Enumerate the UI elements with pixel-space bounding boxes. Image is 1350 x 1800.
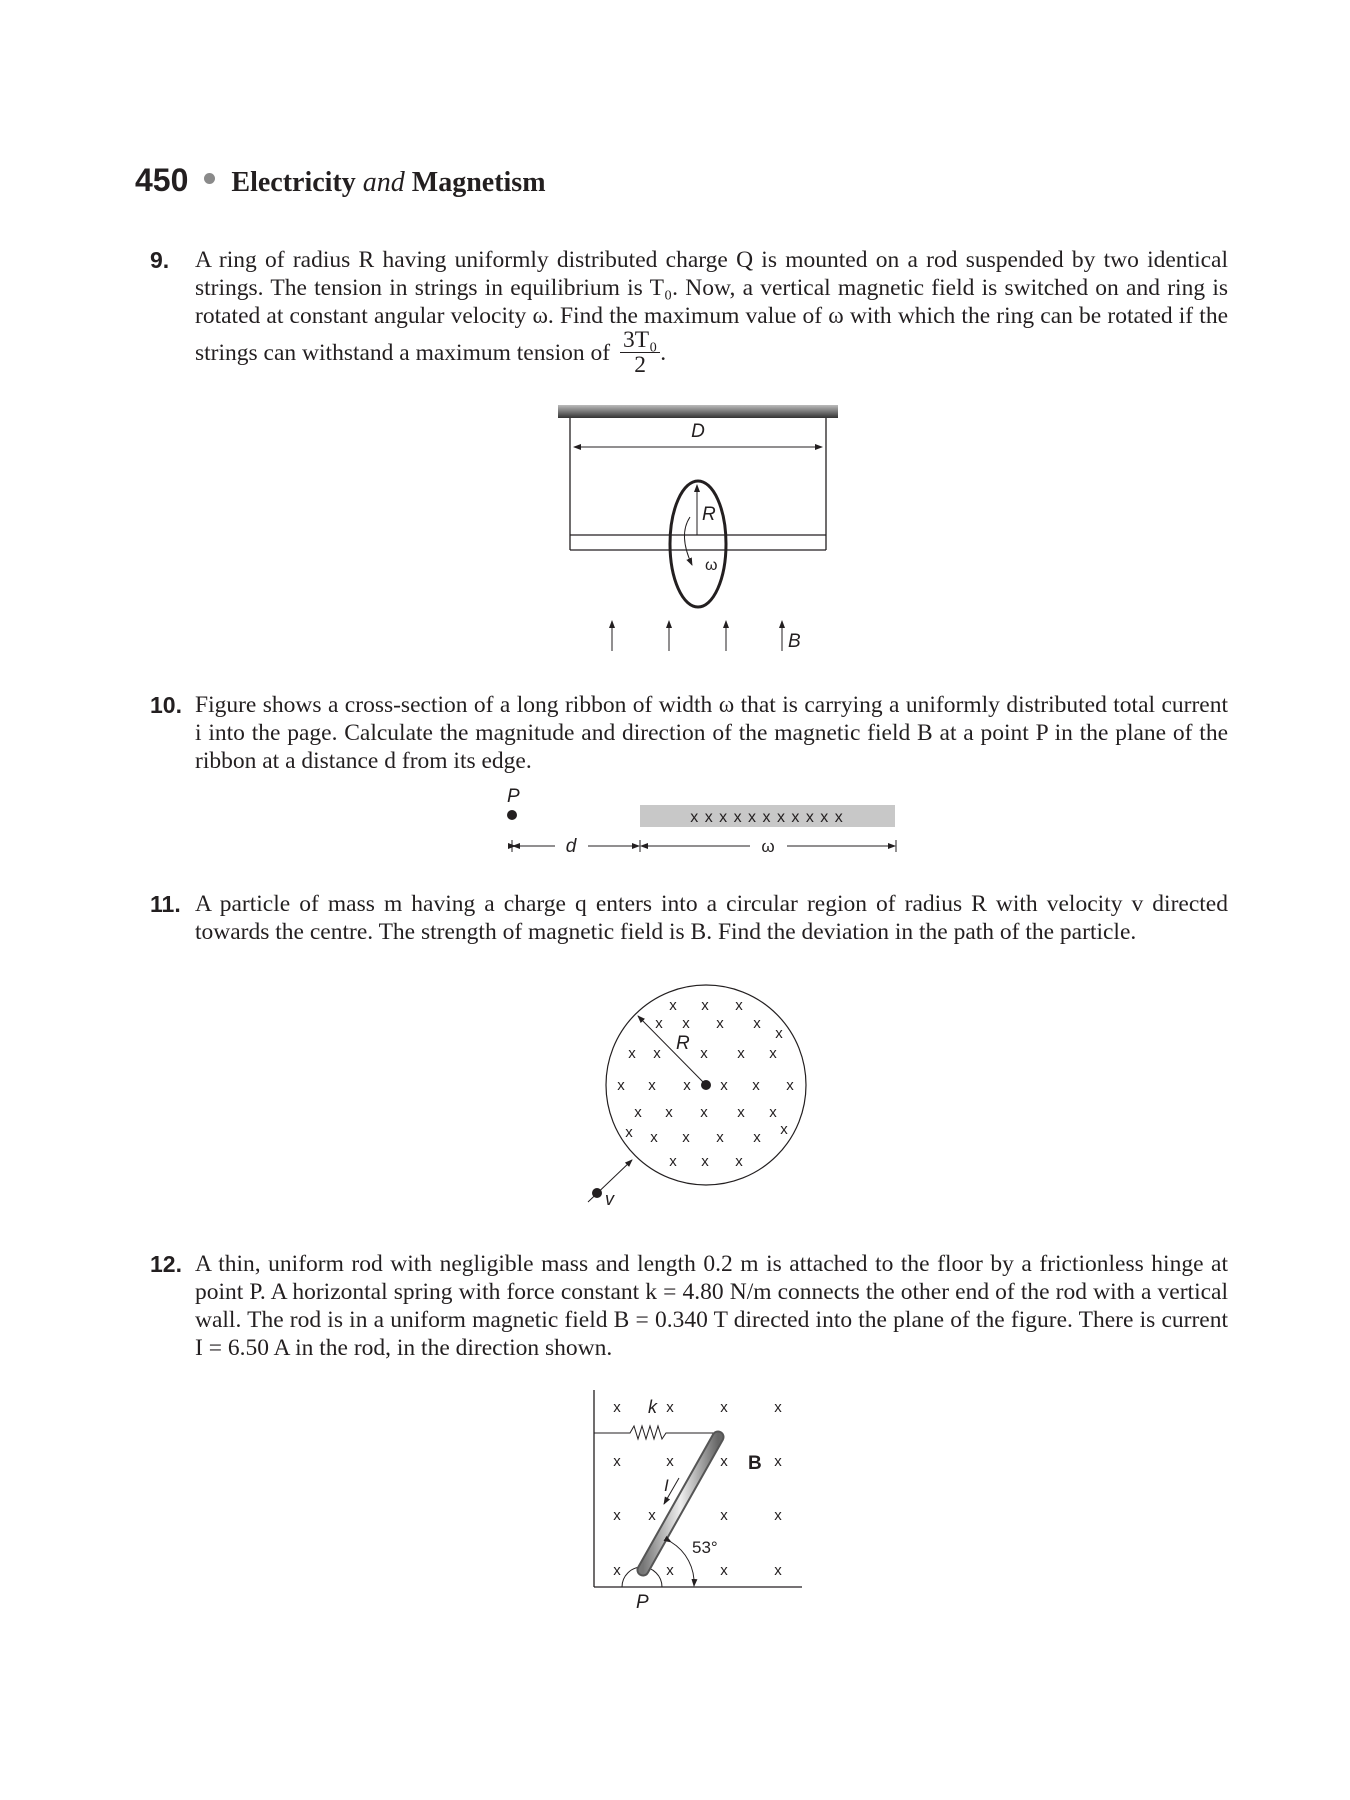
label-v: v: [605, 1189, 614, 1209]
question-text: A ring of radius R having uniformly distributed charge Q is mounted on a rod suspended by two identical strings. The tension in strings in equilibrium is T₀. Now, a vertical magnetic field is switched on and ring is rotated at constant angular velocity ω. Find the maximum value of ω with which the ring can be rotated if the strings can withstand a maximum tension of $\frac{\text{3T₀}}{2}$ .: [195, 247, 1228, 378]
label-R: R: [702, 504, 716, 525]
fraction: $\frac{\text{3T₀}}{2}$: [620, 328, 660, 377]
svg-text:x: x: [774, 1562, 782, 1579]
svg-text:x: x: [716, 1129, 724, 1146]
svg-text:x: x: [625, 1124, 633, 1141]
question-number: 11.: [150, 891, 181, 917]
svg-text:x: x: [720, 1453, 728, 1470]
bullet-separator: [204, 173, 215, 184]
question-number: 12.: [150, 1251, 182, 1277]
svg-text:x: x: [769, 1104, 777, 1121]
question-9: [150, 246, 1228, 379]
svg-text:x: x: [683, 1077, 691, 1094]
svg-text:x: x: [752, 1077, 760, 1094]
svg-text:x: x: [720, 1562, 728, 1579]
svg-text:x: x: [665, 1104, 673, 1121]
svg-text:x: x: [682, 1015, 690, 1032]
label-I: I: [664, 1476, 669, 1495]
svg-text:x: x: [617, 1077, 625, 1094]
figure-ring-on-rod: [550, 395, 850, 655]
chapter-title: Electricity and Magnetism: [231, 167, 546, 198]
svg-text:x: x: [628, 1045, 636, 1062]
svg-text:x: x: [613, 1562, 621, 1579]
svg-text:x: x: [650, 1129, 658, 1146]
svg-text:x: x: [716, 1015, 724, 1032]
svg-text:x: x: [753, 1015, 761, 1032]
svg-text:x: x: [720, 1399, 728, 1416]
label-B: B: [788, 631, 801, 652]
svg-text:x: x: [774, 1453, 782, 1470]
label-k: k: [648, 1397, 657, 1417]
svg-text:x: x: [700, 1104, 708, 1121]
svg-text:x: x: [774, 1507, 782, 1524]
label-omega: ω: [761, 837, 775, 856]
label-P: P: [507, 786, 520, 807]
svg-text:x: x: [701, 997, 709, 1014]
page-header: [135, 162, 546, 199]
question-number: 9.: [150, 247, 170, 273]
label-R: R: [676, 1033, 690, 1054]
question-text: A particle of mass m having a charge q enters into a circular region of radius R with velocity v directed towards the centre. The strength of magnetic field is B. Find the deviation in the path of the particle.: [195, 891, 1228, 945]
svg-text:x: x: [737, 1045, 745, 1062]
svg-text:x: x: [780, 1121, 788, 1138]
svg-text:x: x: [666, 1562, 674, 1579]
question-10: [150, 691, 1228, 775]
spring: [594, 1426, 720, 1439]
figure-rod-spring: [580, 1390, 820, 1620]
label-D: D: [691, 421, 705, 442]
svg-text:x: x: [774, 1399, 782, 1416]
label-omega: ω: [705, 557, 718, 574]
svg-text:x: x: [735, 1153, 743, 1170]
svg-text:x: x: [613, 1453, 621, 1470]
svg-text:x: x: [720, 1507, 728, 1524]
svg-text:x: x: [775, 1025, 783, 1042]
svg-text:x: x: [769, 1045, 777, 1062]
svg-text:x: x: [669, 1153, 677, 1170]
figure-circular-field: [580, 980, 840, 1220]
angle-arc: [671, 1542, 694, 1586]
svg-text:x: x: [720, 1077, 728, 1094]
svg-text:x: x: [655, 1015, 663, 1032]
page-number: 450: [135, 162, 189, 198]
point-P: [507, 810, 517, 820]
question-11: [150, 890, 1228, 946]
question-text: Figure shows a cross-section of a long ribbon of width ω that is carrying a uniformly distributed total current i into the page. Calculate the magnitude and direction of the magnetic field B at a point P in the plane of the ribbon at a distance d from its edge.: [195, 692, 1228, 774]
svg-text:x: x: [669, 997, 677, 1014]
svg-text:x: x: [786, 1077, 794, 1094]
ring: [670, 481, 726, 607]
svg-text:x: x: [648, 1077, 656, 1094]
label-angle: 53°: [692, 1538, 718, 1557]
ceiling: [558, 405, 838, 418]
svg-text:x: x: [700, 1045, 708, 1062]
svg-text:x: x: [613, 1507, 621, 1524]
svg-text:x: x: [735, 997, 743, 1014]
svg-text:x: x: [613, 1399, 621, 1416]
svg-text:x: x: [648, 1507, 656, 1524]
particle: [592, 1188, 602, 1198]
label-P: P: [636, 1592, 649, 1613]
svg-text:x: x: [653, 1045, 661, 1062]
svg-text:x: x: [634, 1104, 642, 1121]
label-d: d: [565, 836, 577, 857]
svg-text:x: x: [737, 1104, 745, 1121]
figure-ribbon: [495, 785, 915, 865]
question-12: [150, 1250, 1228, 1362]
question-number: 10.: [150, 692, 182, 718]
question-text: A thin, uniform rod with negligible mass and length 0.2 m is attached to the floor by a frictionless hinge at point P. A horizontal spring with force constant k = 4.80 N/m connects the other end of the rod with a vertical wall. The rod is in a uniform magnetic field B = 0.340 T directed into the plane of the figure. There is current I = 6.50 A in the rod, in the direction shown.: [195, 1251, 1228, 1361]
label-B: B: [748, 1453, 762, 1474]
svg-text:x: x: [666, 1399, 674, 1416]
svg-text:x: x: [666, 1453, 674, 1470]
current-into-page-marks: x x x x x x x x x x x: [690, 809, 844, 826]
svg-text:x: x: [682, 1129, 690, 1146]
svg-text:x: x: [701, 1153, 709, 1170]
svg-text:x: x: [753, 1129, 761, 1146]
